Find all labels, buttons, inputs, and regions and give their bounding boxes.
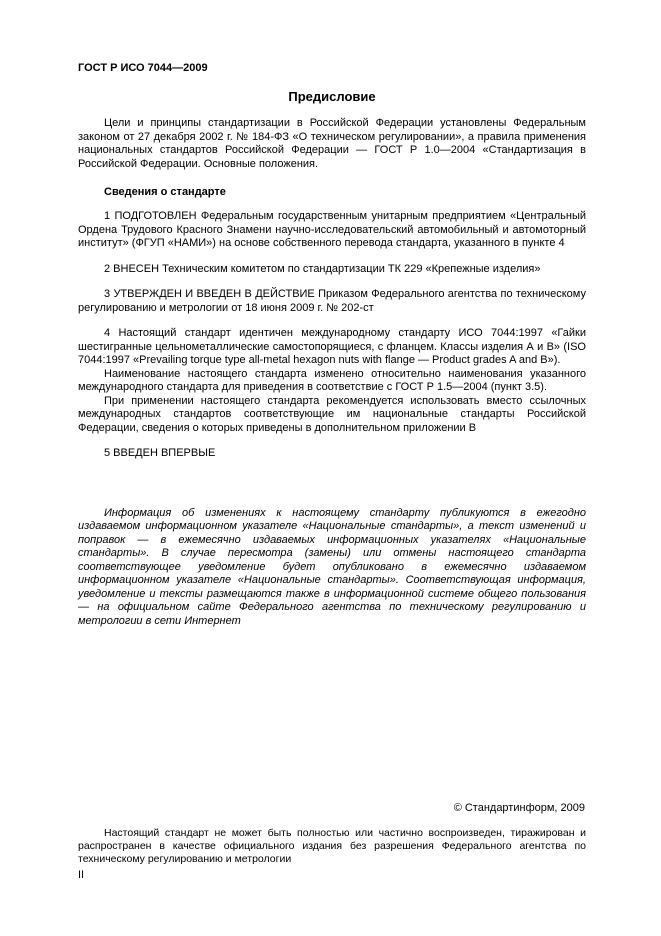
intro-paragraph: Цели и принципы стандартизации в Российской Федерации установлены Федеральным законом от 27 декабря 2002 г. № 184-ФЗ «О техническом регулировании», а правила применения национальных стандартов Российской Федерации — ГОСТ Р 1.0—2004 «Стандартизация в Российской Федерации. Основные положения. [78, 117, 586, 170]
item-2-submitted: 2 ВНЕСЕН Техническим комитетом по стандартизации ТК 229 «Крепежные изделия» [104, 262, 541, 275]
item-4-identical-p1: 4 Настоящий стандарт идентичен международному стандарту ИСО 7044:1997 «Гайки шестигранные цельнометаллические самостопорящиеся, с фланцем. Классы изделия А и В» (ISO 7044:1997 «Prevailing torque type all-metal hexagon nuts with flange — Product grades A and B»). [78, 327, 586, 366]
page-title: Предисловие [288, 89, 376, 104]
page-content [78, 62, 586, 628]
standard-info-items [78, 210, 586, 461]
copyright-line: © Стандартинформ, 2009 [453, 802, 585, 814]
item-5-first-time: 5 ВВЕДЕН ВПЕРВЫЕ [104, 447, 216, 459]
item-4-identical-p3: При применении настоящего стандарта рекомендуется использовать вместо ссылочных международных стандартов соответствующие им национальные стандарты Российской Федерации, сведения о которых приведены в дополнительном приложении В [78, 394, 586, 434]
page-number: II [78, 869, 85, 881]
section-heading: Сведения о стандарте [104, 186, 226, 198]
item-4-identical-p2: Наименование настоящего стандарта изменено относительно наименования указанного международного стандарта для приведения в соответствие с ГОСТ Р 1.5—2004 (пункт 3.5). [78, 367, 586, 393]
reproduction-restriction: Настоящий стандарт не может быть полностью или частично воспроизведен, тиражирован и распространен в качестве официального издания без разрешения Федерального агентства по техническому регулированию и метрологии [78, 827, 586, 865]
amendments-notice: Информация об изменениях к настоящему стандарту публикуются в ежегодно издаваемом информационном указателе «Национальные стандарты», а текст изменений и поправок — в ежемесячно издаваемых информационных указателях «Национальные стандарты». В случае пересмотра (замены) или отмены настоящего стандарта соответствующее уведомление будет опубликовано в ежемесячно издаваемом информационном указателе «Национальные стандарты». Соответствующая информация, уведомление и тексты размещаются также в информационной системе общего пользования — на официальном сайте Федерального агентства по техническому регулированию и метрологии в сети Интернет [78, 506, 586, 627]
item-1-prepared: 1 ПОДГОТОВЛЕН Федеральным государственным унитарным предприятием «Центральный Ордена Трудового Красного Знамени научно-исследовательский автомобильный и автомоторный институт» (ФГУП «НАМИ») на основе собственного перевода стандарта, указанного в пункте 4 [78, 210, 586, 249]
standard-designation: ГОСТ Р ИСО 7044—2009 [78, 62, 208, 74]
item-3-approved: 3 УТВЕРЖДЕН И ВВЕДЕН В ДЕЙСТВИЕ Приказом Федерального агентства по техническому регулированию и метрологии от 18 июня 2009 г. № 202-ст [78, 288, 586, 314]
